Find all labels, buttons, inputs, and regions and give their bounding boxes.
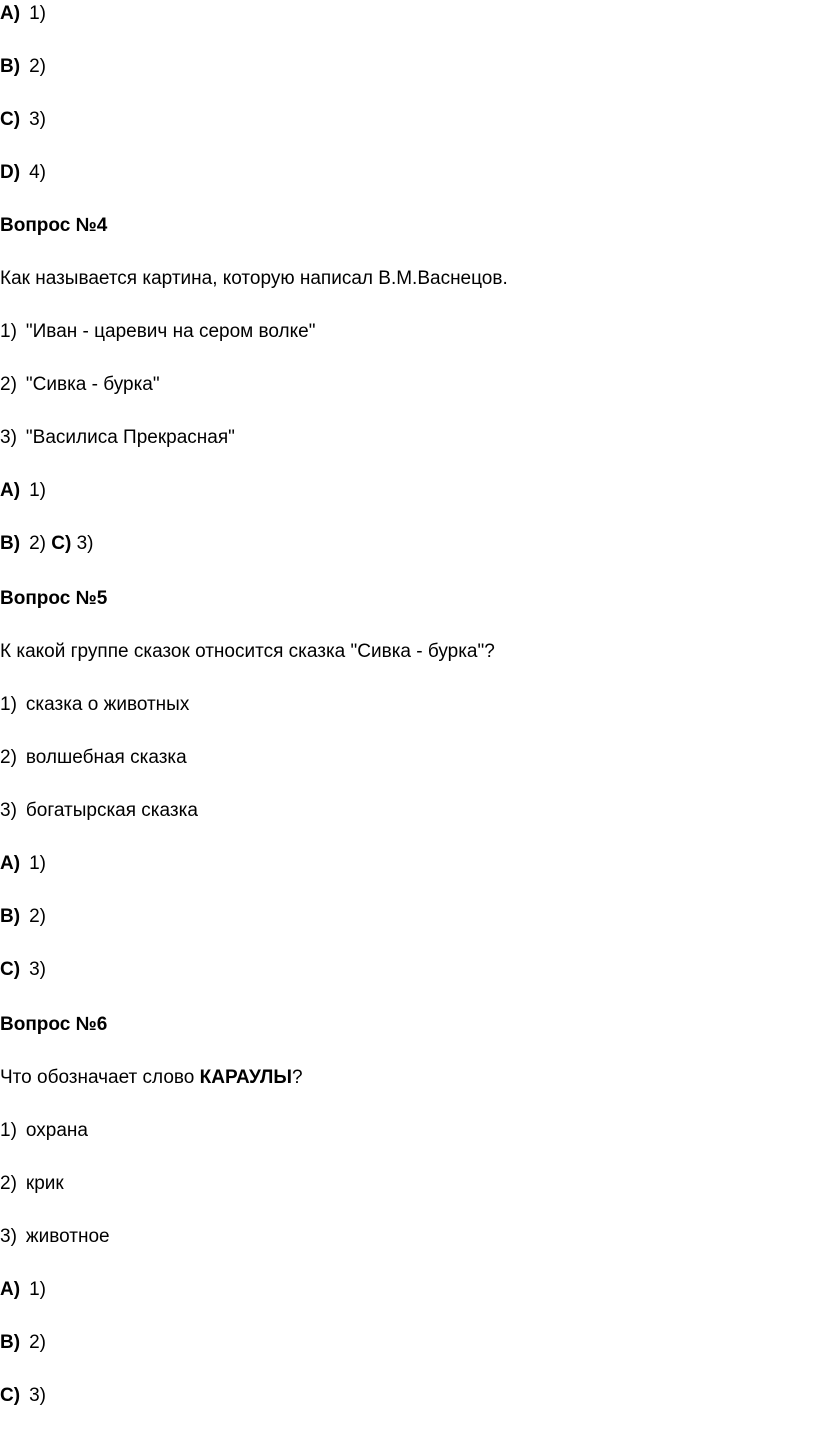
option-value: 2) [29, 56, 46, 77]
option-value: 3) [29, 109, 46, 130]
option-letter: B) [0, 56, 21, 77]
answer-text: сказка о животных [25, 694, 190, 715]
q6-answer-2 [0, 1169, 64, 1199]
answer-text: охрана [25, 1120, 88, 1141]
answer-number: 2) [0, 747, 17, 768]
answer-text: богатырская сказка [25, 800, 198, 821]
q4-heading: Вопрос №4 [0, 215, 108, 236]
q6-option-a[interactable] [0, 1275, 46, 1305]
answer-text: "Василиса Прекрасная" [25, 427, 235, 448]
option-value: 3) [76, 533, 94, 554]
option-value: 1) [29, 480, 46, 501]
q3-option-a[interactable] [0, 0, 46, 29]
q4-option-b[interactable] [0, 533, 46, 554]
q6-question [0, 1063, 303, 1093]
q6-option-c[interactable] [0, 1381, 46, 1411]
answer-text: "Сивка - бурка" [25, 374, 160, 395]
option-letter: C) [0, 109, 21, 130]
answer-text: "Иван - царевич на сером волке" [25, 321, 316, 342]
answer-number: 3) [0, 427, 17, 448]
option-letter: C) [0, 1385, 21, 1406]
option-value: 2) [29, 533, 46, 554]
option-letter: C) [0, 959, 21, 980]
q5-question: К какой группе сказок относится сказка "Сивка - бурка"? [0, 641, 495, 662]
option-letter: A) [0, 1279, 21, 1300]
q4-answer-2 [0, 370, 160, 400]
option-value: 3) [29, 1385, 46, 1406]
answer-number: 3) [0, 800, 17, 821]
q5-answer-2 [0, 743, 187, 773]
option-letter: B) [0, 1332, 21, 1353]
q3-option-b[interactable] [0, 52, 46, 82]
q5-heading: Вопрос №5 [0, 588, 108, 609]
question-suffix: ? [292, 1067, 303, 1088]
q6-answer-1 [0, 1116, 88, 1146]
option-value: 1) [29, 853, 46, 874]
option-value: 4) [29, 162, 46, 183]
option-letter: A) [0, 3, 21, 24]
q5-option-b[interactable] [0, 902, 46, 932]
q4-options-bc [0, 529, 94, 559]
answer-number: 1) [0, 321, 17, 342]
q5-option-c[interactable] [0, 955, 46, 985]
answer-number: 2) [0, 1173, 17, 1194]
option-letter: B) [0, 906, 21, 927]
option-letter: B) [0, 533, 21, 554]
option-letter: A) [0, 480, 21, 501]
answer-number: 2) [0, 374, 17, 395]
q6-option-b[interactable] [0, 1328, 46, 1358]
q4-option-c[interactable] [51, 533, 93, 554]
option-value: 1) [29, 3, 46, 24]
answer-text: крик [25, 1173, 64, 1194]
q5-answer-3 [0, 796, 198, 826]
option-value: 2) [29, 906, 46, 927]
option-letter: D) [0, 162, 21, 183]
q4-option-a[interactable] [0, 476, 46, 506]
answer-text: волшебная сказка [25, 747, 187, 768]
answer-text: животное [25, 1226, 110, 1247]
option-letter: C) [51, 533, 72, 554]
answer-number: 1) [0, 1120, 17, 1141]
question-prefix: Что обозначает слово [0, 1067, 200, 1088]
q6-answer-3 [0, 1222, 110, 1252]
q5-option-a[interactable] [0, 849, 46, 879]
option-letter: A) [0, 853, 21, 874]
q3-option-d[interactable] [0, 158, 46, 188]
answer-number: 3) [0, 1226, 17, 1247]
question-keyword: КАРАУЛЫ [199, 1067, 292, 1088]
q4-answer-3 [0, 423, 235, 453]
q4-answer-1 [0, 317, 315, 347]
q6-heading: Вопрос №6 [0, 1014, 108, 1035]
q4-question: Как называется картина, которую написал В.М.Васнецов. [0, 268, 508, 289]
q5-answer-1 [0, 690, 189, 720]
answer-number: 1) [0, 694, 17, 715]
option-value: 2) [29, 1332, 46, 1353]
option-value: 1) [29, 1279, 46, 1300]
q3-option-c[interactable] [0, 105, 46, 135]
option-value: 3) [29, 959, 46, 980]
